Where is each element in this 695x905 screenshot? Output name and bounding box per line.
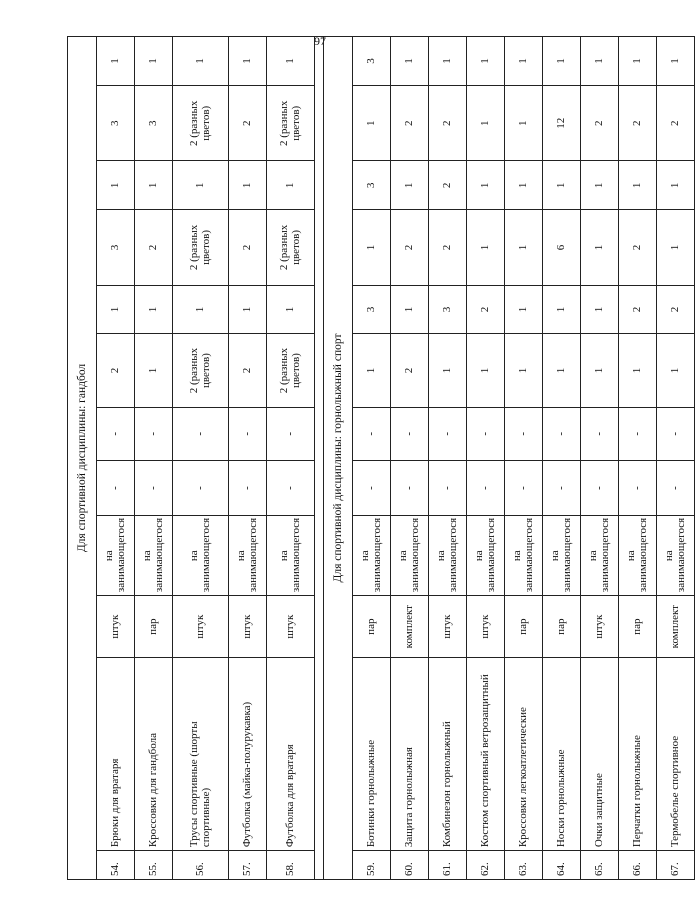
per-target-cell: на занимающегося [581, 516, 619, 596]
value-2-cell: - [135, 407, 173, 460]
value-3-cell: 1 [657, 334, 695, 407]
value-2-cell: - [619, 407, 657, 460]
value-7-cell: 2 [391, 86, 429, 161]
value-7-cell: 1 [505, 86, 543, 161]
row-number-cell: 59. [353, 851, 391, 880]
value-8-cell: 1 [97, 37, 135, 86]
value-5-cell: 2 [391, 210, 429, 285]
item-name-cell: Очки защитные [581, 658, 619, 851]
item-name-cell: Трусы спортивные (шорты спортивные) [173, 658, 229, 851]
value-6-cell: 1 [173, 161, 229, 210]
table-row [505, 37, 543, 880]
row-number-cell: 61. [429, 851, 467, 880]
per-target-cell: на занимающегося [429, 516, 467, 596]
value-5-cell: 2 [429, 210, 467, 285]
row-number-cell: 56. [173, 851, 229, 880]
value-8-cell: 1 [619, 37, 657, 86]
table-row [467, 37, 505, 880]
row-number-cell: 67. [657, 851, 695, 880]
value-6-cell: 1 [505, 161, 543, 210]
per-target-cell: на занимающегося [467, 516, 505, 596]
per-target-cell: на занимающегося [97, 516, 135, 596]
value-7-cell: 3 [135, 86, 173, 161]
value-2-cell: - [543, 407, 581, 460]
row-number-cell: 64. [543, 851, 581, 880]
value-4-cell: 1 [135, 285, 173, 334]
per-target-cell: на занимающегося [173, 516, 229, 596]
value-4-cell: 1 [97, 285, 135, 334]
value-4-cell: 1 [391, 285, 429, 334]
row-number-cell: 55. [135, 851, 173, 880]
value-7-cell: 12 [543, 86, 581, 161]
table-row [353, 37, 391, 880]
value-8-cell: 1 [229, 37, 267, 86]
value-2-cell: - [353, 407, 391, 460]
value-4-cell: 1 [229, 285, 267, 334]
section-header-row [324, 37, 353, 880]
value-5-cell: 2 [135, 210, 173, 285]
value-2-cell: - [467, 407, 505, 460]
page-number: 97 [314, 34, 326, 48]
unit-cell: штук [467, 596, 505, 658]
value-5-cell: 6 [543, 210, 581, 285]
value-8-cell: 1 [543, 37, 581, 86]
value-6-cell: 2 [429, 161, 467, 210]
value-3-cell: 2 (разных цветов) [173, 334, 229, 407]
section-title: Для спортивной дисциплины: гандбол [68, 37, 97, 880]
item-name-cell: Брюки для вратаря [97, 658, 135, 851]
unit-cell: пар [619, 596, 657, 658]
value-1-cell: - [619, 460, 657, 515]
value-6-cell: 3 [353, 161, 391, 210]
per-target-cell: на занимающегося [543, 516, 581, 596]
value-6-cell: 1 [267, 161, 315, 210]
value-1-cell: - [505, 460, 543, 515]
value-1-cell: - [135, 460, 173, 515]
value-1-cell: - [581, 460, 619, 515]
table-row [391, 37, 429, 880]
value-2-cell: - [267, 407, 315, 460]
value-4-cell: 2 [619, 285, 657, 334]
value-8-cell: 1 [267, 37, 315, 86]
value-3-cell: 1 [135, 334, 173, 407]
item-name-cell: Перчатки горнолыжные [619, 658, 657, 851]
value-5-cell: 1 [581, 210, 619, 285]
unit-cell: штук [173, 596, 229, 658]
value-4-cell: 1 [267, 285, 315, 334]
value-5-cell: 1 [353, 210, 391, 285]
value-2-cell: - [505, 407, 543, 460]
item-name-cell: Комбинезон горнолыжный [429, 658, 467, 851]
value-4-cell: 1 [505, 285, 543, 334]
unit-cell: штук [429, 596, 467, 658]
table-row [581, 37, 619, 880]
value-1-cell: - [97, 460, 135, 515]
row-number-cell: 66. [619, 851, 657, 880]
unit-cell: пар [353, 596, 391, 658]
value-6-cell: 1 [581, 161, 619, 210]
value-6-cell: 1 [619, 161, 657, 210]
value-8-cell: 1 [391, 37, 429, 86]
value-6-cell: 1 [135, 161, 173, 210]
value-7-cell: 2 [429, 86, 467, 161]
value-1-cell: - [391, 460, 429, 515]
value-3-cell: 1 [619, 334, 657, 407]
value-7-cell: 3 [97, 86, 135, 161]
value-4-cell: 2 [657, 285, 695, 334]
unit-cell: штук [229, 596, 267, 658]
per-target-cell: на занимающегося [619, 516, 657, 596]
value-4-cell: 1 [173, 285, 229, 334]
unit-cell: комплект [391, 596, 429, 658]
per-target-cell: на занимающегося [267, 516, 315, 596]
value-8-cell: 1 [173, 37, 229, 86]
rotated-table-container [67, 36, 687, 880]
table-row [97, 37, 135, 880]
value-3-cell: 2 [97, 334, 135, 407]
value-8-cell: 1 [657, 37, 695, 86]
unit-cell: пар [505, 596, 543, 658]
value-7-cell: 2 [657, 86, 695, 161]
row-number-cell: 54. [97, 851, 135, 880]
value-6-cell: 1 [657, 161, 695, 210]
value-2-cell: - [173, 407, 229, 460]
value-8-cell: 1 [467, 37, 505, 86]
row-number-cell: 58. [267, 851, 315, 880]
value-3-cell: 1 [505, 334, 543, 407]
value-2-cell: - [429, 407, 467, 460]
value-1-cell: - [429, 460, 467, 515]
item-name-cell: Кроссовки для гандбола [135, 658, 173, 851]
value-5-cell: 1 [657, 210, 695, 285]
value-1-cell: - [353, 460, 391, 515]
item-name-cell: Защита горнолыжная [391, 658, 429, 851]
unit-cell: пар [543, 596, 581, 658]
value-2-cell: - [581, 407, 619, 460]
per-target-cell: на занимающегося [657, 516, 695, 596]
value-3-cell: 1 [353, 334, 391, 407]
value-6-cell: 1 [543, 161, 581, 210]
value-6-cell: 1 [97, 161, 135, 210]
value-7-cell: 2 [619, 86, 657, 161]
value-3-cell: 1 [543, 334, 581, 407]
value-8-cell: 3 [353, 37, 391, 86]
value-1-cell: - [657, 460, 695, 515]
row-number-cell: 63. [505, 851, 543, 880]
value-7-cell: 2 (разных цветов) [173, 86, 229, 161]
value-8-cell: 1 [429, 37, 467, 86]
spacer-cell [315, 37, 324, 880]
table-row [543, 37, 581, 880]
table-row [267, 37, 315, 880]
value-7-cell: 1 [467, 86, 505, 161]
per-target-cell: на занимающегося [135, 516, 173, 596]
value-5-cell: 2 (разных цветов) [173, 210, 229, 285]
item-name-cell: Ботинки горнолыжные [353, 658, 391, 851]
row-number-cell: 62. [467, 851, 505, 880]
item-name-cell: Костюм спортивный ветрозащитный [467, 658, 505, 851]
value-3-cell: 2 [229, 334, 267, 407]
value-2-cell: - [97, 407, 135, 460]
value-1-cell: - [543, 460, 581, 515]
unit-cell: комплект [657, 596, 695, 658]
value-5-cell: 2 [229, 210, 267, 285]
value-4-cell: 3 [429, 285, 467, 334]
value-6-cell: 1 [391, 161, 429, 210]
section-title: Для спортивной дисциплины: горнолыжный спорт [324, 37, 353, 880]
value-4-cell: 2 [467, 285, 505, 334]
table-row [173, 37, 229, 880]
value-3-cell: 1 [429, 334, 467, 407]
value-1-cell: - [173, 460, 229, 515]
unit-cell: штук [581, 596, 619, 658]
table-row [657, 37, 695, 880]
value-5-cell: 1 [505, 210, 543, 285]
value-5-cell: 2 [619, 210, 657, 285]
unit-cell: штук [97, 596, 135, 658]
item-name-cell: Носки горнолыжные [543, 658, 581, 851]
table-wrapper [67, 36, 687, 880]
value-8-cell: 1 [581, 37, 619, 86]
value-3-cell: 1 [467, 334, 505, 407]
item-name-cell: Футболка для вратаря [267, 658, 315, 851]
value-2-cell: - [229, 407, 267, 460]
value-4-cell: 1 [581, 285, 619, 334]
section-header-row [68, 37, 97, 880]
value-6-cell: 1 [467, 161, 505, 210]
value-7-cell: 2 [581, 86, 619, 161]
value-4-cell: 3 [353, 285, 391, 334]
per-target-cell: на занимающегося [353, 516, 391, 596]
value-5-cell: 2 (разных цветов) [267, 210, 315, 285]
value-3-cell: 2 (разных цветов) [267, 334, 315, 407]
table-row [429, 37, 467, 880]
value-5-cell: 1 [467, 210, 505, 285]
per-target-cell: на занимающегося [229, 516, 267, 596]
value-2-cell: - [391, 407, 429, 460]
table-row [619, 37, 657, 880]
value-7-cell: 2 (разных цветов) [267, 86, 315, 161]
row-number-cell: 60. [391, 851, 429, 880]
value-8-cell: 1 [505, 37, 543, 86]
item-name-cell: Футболка (майка-полурукавка) [229, 658, 267, 851]
equipment-table [67, 36, 695, 880]
value-6-cell: 1 [229, 161, 267, 210]
table-row [229, 37, 267, 880]
value-3-cell: 1 [581, 334, 619, 407]
value-4-cell: 1 [543, 285, 581, 334]
value-1-cell: - [467, 460, 505, 515]
value-7-cell: 2 [229, 86, 267, 161]
table-row [135, 37, 173, 880]
unit-cell: штук [267, 596, 315, 658]
value-3-cell: 2 [391, 334, 429, 407]
value-2-cell: - [657, 407, 695, 460]
value-5-cell: 3 [97, 210, 135, 285]
row-number-cell: 57. [229, 851, 267, 880]
table-body [68, 37, 695, 880]
unit-cell: пар [135, 596, 173, 658]
value-8-cell: 1 [135, 37, 173, 86]
row-number-cell: 65. [581, 851, 619, 880]
per-target-cell: на занимающегося [505, 516, 543, 596]
value-7-cell: 1 [353, 86, 391, 161]
per-target-cell: на занимающегося [391, 516, 429, 596]
value-1-cell: - [229, 460, 267, 515]
item-name-cell: Термобелье спортивное [657, 658, 695, 851]
item-name-cell: Кроссовки легкоатлетические [505, 658, 543, 851]
value-1-cell: - [267, 460, 315, 515]
section-spacer [315, 37, 324, 880]
